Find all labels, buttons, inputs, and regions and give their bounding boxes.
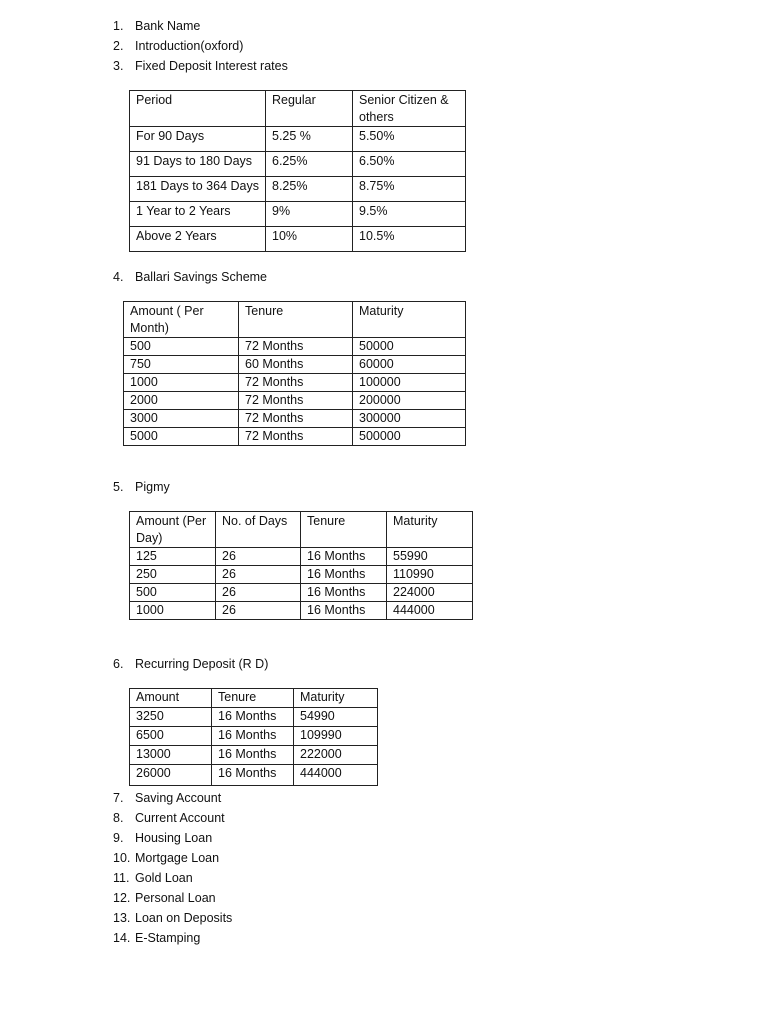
table-cell: 5.25 % — [266, 127, 353, 152]
table-row — [124, 392, 466, 410]
table-cell: 60000 — [353, 356, 466, 374]
table-header-cell: Amount (Per Day) — [130, 512, 216, 548]
table-cell: 26 — [216, 566, 301, 584]
list-item-4: 4. Ballari Savings Scheme — [113, 270, 268, 284]
list-item-5: 5. Pigmy — [113, 480, 170, 494]
table-cell: 16 Months — [212, 765, 294, 786]
table-cell: 16 Months — [301, 566, 387, 584]
table-cell: 5.50% — [353, 127, 466, 152]
table-cell: 6.25% — [266, 152, 353, 177]
table-cell: 181 Days to 364 Days — [130, 177, 266, 202]
table-header-cell: Maturity — [353, 302, 466, 338]
table-cell: 500000 — [353, 428, 466, 446]
table-row — [130, 152, 466, 177]
table-header-row — [130, 512, 473, 548]
table-cell: 72 Months — [239, 428, 353, 446]
table-cell: 222000 — [294, 746, 378, 765]
savings-scheme-table — [123, 301, 466, 446]
table-cell: 26 — [216, 602, 301, 620]
recurring-deposit-table — [129, 688, 378, 786]
list-item-1: 1. Bank Name — [113, 19, 201, 33]
list-item-7: 7. Saving Account — [113, 791, 222, 805]
table-row — [130, 602, 473, 620]
table-cell: 750 — [124, 356, 239, 374]
table-cell: 16 Months — [212, 727, 294, 746]
table-cell: 500 — [130, 584, 216, 602]
table-header-row — [130, 91, 466, 127]
table-cell: 5000 — [124, 428, 239, 446]
table-cell: 10% — [266, 227, 353, 252]
table-cell: 72 Months — [239, 410, 353, 428]
table-cell: 200000 — [353, 392, 466, 410]
table-cell: 3250 — [130, 708, 212, 727]
table-row — [130, 584, 473, 602]
table-header-cell: Tenure — [239, 302, 353, 338]
table-header-cell: Regular — [266, 91, 353, 127]
table-cell: 109990 — [294, 727, 378, 746]
table-header-cell: Period — [130, 91, 266, 127]
table-cell: 16 Months — [212, 708, 294, 727]
list-item-3: 3. Fixed Deposit Interest rates — [113, 59, 288, 73]
table-cell: 1 Year to 2 Years — [130, 202, 266, 227]
table-cell: Above 2 Years — [130, 227, 266, 252]
table-header-row — [130, 689, 378, 708]
table-row — [124, 374, 466, 392]
list-item-9: 9. Housing Loan — [113, 831, 213, 845]
table-cell: 60 Months — [239, 356, 353, 374]
table-header-cell: Maturity — [294, 689, 378, 708]
table-row — [130, 708, 378, 727]
table-cell: 250 — [130, 566, 216, 584]
table-cell: 6.50% — [353, 152, 466, 177]
table-cell: 444000 — [387, 602, 473, 620]
table-cell: 2000 — [124, 392, 239, 410]
table-cell: 72 Months — [239, 392, 353, 410]
table-cell: 9% — [266, 202, 353, 227]
table-cell: 16 Months — [301, 584, 387, 602]
table-cell: 9.5% — [353, 202, 466, 227]
table-row — [130, 202, 466, 227]
table-cell: 26 — [216, 548, 301, 566]
list-item-8: 8. Current Account — [113, 811, 225, 825]
table-cell: 91 Days to 180 Days — [130, 152, 266, 177]
table-header-cell: Tenure — [212, 689, 294, 708]
list-item-12: 12. Personal Loan — [113, 891, 216, 905]
table-cell: 500 — [124, 338, 239, 356]
table-header-cell: Maturity — [387, 512, 473, 548]
table-cell: 8.75% — [353, 177, 466, 202]
table-row — [130, 177, 466, 202]
table-row — [130, 746, 378, 765]
table-header-row — [124, 302, 466, 338]
table-cell: 100000 — [353, 374, 466, 392]
table-cell: 110990 — [387, 566, 473, 584]
table-cell: 55990 — [387, 548, 473, 566]
table-cell: 8.25% — [266, 177, 353, 202]
table-header-cell: Amount ( Per Month) — [124, 302, 239, 338]
fixed-deposit-table — [129, 90, 466, 252]
table-row — [130, 566, 473, 584]
list-item-2: 2. Introduction(oxford) — [113, 39, 244, 53]
table-row — [130, 227, 466, 252]
table-cell: 72 Months — [239, 338, 353, 356]
table-header-cell: No. of Days — [216, 512, 301, 548]
list-item-6: 6. Recurring Deposit (R D) — [113, 657, 269, 671]
table-row — [130, 727, 378, 746]
table-cell: For 90 Days — [130, 127, 266, 152]
table-row — [130, 548, 473, 566]
table-cell: 26 — [216, 584, 301, 602]
list-item-13: 13. Loan on Deposits — [113, 911, 233, 925]
table-row — [124, 410, 466, 428]
table-cell: 1000 — [130, 602, 216, 620]
list-item-11: 11. Gold Loan — [113, 871, 193, 885]
table-cell: 1000 — [124, 374, 239, 392]
table-header-cell: Senior Citizen & others — [353, 91, 466, 127]
table-cell: 10.5% — [353, 227, 466, 252]
table-cell: 72 Months — [239, 374, 353, 392]
table-row — [124, 428, 466, 446]
table-row — [124, 356, 466, 374]
list-item-10: 10. Mortgage Loan — [113, 851, 220, 865]
table-cell: 3000 — [124, 410, 239, 428]
table-header-cell: Amount — [130, 689, 212, 708]
table-cell: 16 Months — [301, 602, 387, 620]
table-row — [124, 338, 466, 356]
pigmy-table — [129, 511, 473, 620]
table-row — [130, 765, 378, 786]
table-cell: 6500 — [130, 727, 212, 746]
table-cell: 26000 — [130, 765, 212, 786]
table-cell: 300000 — [353, 410, 466, 428]
table-header-cell: Tenure — [301, 512, 387, 548]
table-cell: 13000 — [130, 746, 212, 765]
table-cell: 50000 — [353, 338, 466, 356]
table-cell: 224000 — [387, 584, 473, 602]
table-cell: 444000 — [294, 765, 378, 786]
table-row — [130, 127, 466, 152]
table-cell: 54990 — [294, 708, 378, 727]
table-cell: 16 Months — [301, 548, 387, 566]
table-cell: 16 Months — [212, 746, 294, 765]
table-cell: 125 — [130, 548, 216, 566]
list-item-14: 14. E-Stamping — [113, 931, 201, 945]
